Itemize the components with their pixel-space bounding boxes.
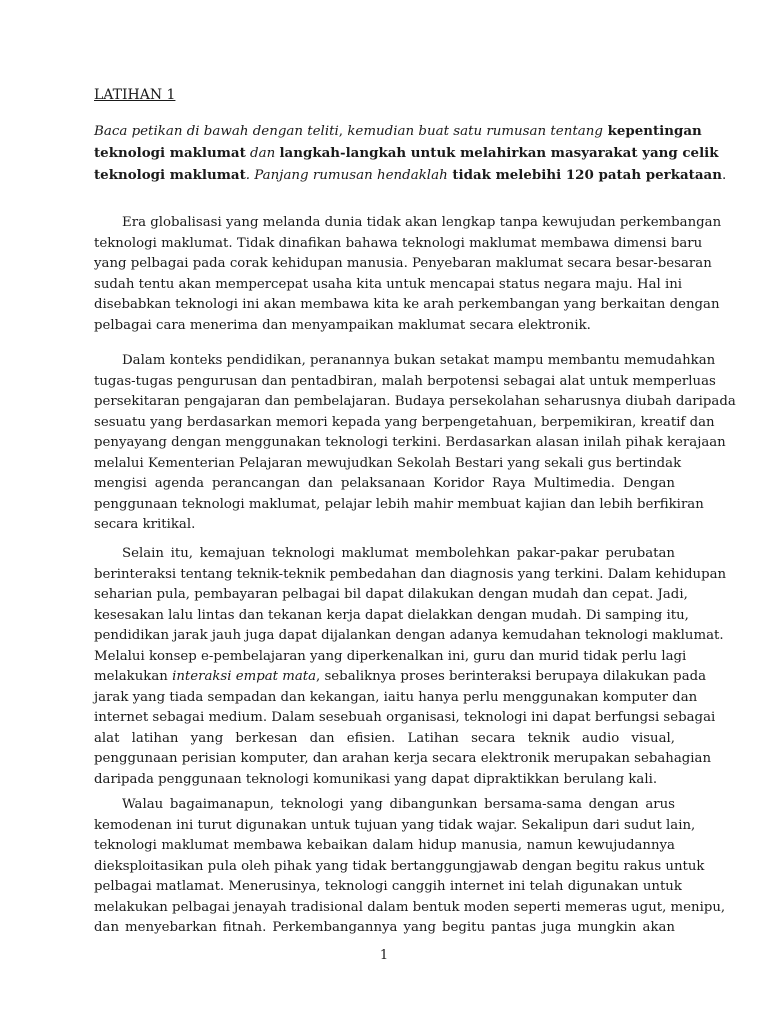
paragraph-line: melalui Kementerian Pelajaran mewujudkan Sekolah Bestari yang sekali gus bertindak [94, 455, 682, 471]
paragraph-line [94, 667, 707, 688]
paragraph-line: teknologi maklumat. Tidak dinafikan bahawa teknologi maklumat membawa dimensi baru [94, 235, 703, 251]
paragraph-line: melakukan pelbagai jenayah tradisional dalam bentuk moden seperti memeras ugut, menipu, [94, 899, 726, 915]
paragraph-line: alat latihan yang berkesan dan efisien. Latihan secara teknik audio visual, [94, 730, 675, 746]
paragraph-2 [94, 351, 736, 536]
paragraph-4 [94, 795, 726, 939]
paragraph-line: Dalam konteks pendidikan, peranannya bukan setakat mampu membantu memudahkan [122, 353, 716, 368]
paragraph-line: pendidikan jarak jauh juga dapat dijalankan dengan adanya kemudahan teknologi maklumat. [94, 628, 724, 643]
instruction-text: , [338, 124, 348, 139]
instruction-text: langkah-langkah untuk melahirkan masyarakat yang celik [279, 145, 719, 161]
paragraph-line: berinteraksi tentang teknik-teknik pembedahan dan diagnosis yang terkini. Dalam kehidupan [94, 566, 727, 582]
paragraph-line: sesuatu yang berdasarkan memori kepada yang berpengetahuan, berpemikiran, kreatif dan [94, 414, 715, 430]
instruction-text: teknologi maklumat [94, 145, 246, 161]
paragraph-line: jarak yang tiada sempadan dan kekangan, iaitu hanya perlu menggunakan komputer dan [94, 689, 698, 705]
paragraph-line: kesesakan lalu lintas dan tekanan kerja dapat dielakkan dengan mudah. Di samping itu, [94, 607, 689, 623]
paragraph-line: Melalui konsep e-pembelajaran yang diperkenalkan ini, guru dan murid tidak perlu lagi [94, 648, 687, 664]
paragraph-line: daripada penggunaan teknologi komunikasi yang dapat dipraktikkan berulang kali. [94, 771, 658, 787]
paragraph-line: internet sebagai medium. Dalam sesebuah organisasi, teknologi ini dapat berfungsi sebagai [94, 710, 716, 725]
instruction-text: Baca petikan di bawah dengan teliti [94, 124, 339, 139]
instruction-text: teknologi maklumat [94, 167, 246, 183]
line-text: , sebaliknya proses berinteraksi berupaya dilakukan pada [316, 669, 707, 684]
paragraph-1 [94, 213, 722, 336]
paragraph-line: sudah tentu akan mempercepat usaha kita untuk mencapai status negara maju. Hal ini [94, 276, 683, 292]
instruction-text: dan [245, 146, 280, 161]
paragraph-line: penggunaan teknologi maklumat, pelajar lebih mahir membuat kajian dan lebih berfikiran [94, 496, 704, 512]
paragraph-line: Selain itu, kemajuan teknologi maklumat membolehkan pakar-pakar perubatan [122, 546, 675, 561]
exercise-title: LATIHAN 1 [94, 87, 176, 103]
paragraph-3 [94, 544, 727, 790]
paragraph-line: penggunaan perisian komputer, dan arahan kerja secara elektronik merupakan sebahagian [94, 751, 712, 766]
instruction-line [94, 142, 719, 164]
paragraph-line: penyayang dengan menggunakan teknologi terkini. Berdasarkan alasan inilah pihak kerajaan [94, 435, 726, 450]
paragraph-line: tugas-tugas pengurusan dan pentadbiran, malah berpotensi sebagai alat untuk memperluas [94, 373, 716, 389]
paragraph-line: kemodenan ini turut digunakan untuk tujuan yang tidak wajar. Sekalipun dari sudut lain, [94, 817, 696, 833]
instruction-text: kepentingan [602, 123, 702, 139]
paragraph-line: persekitaran pengajaran dan pembelajaran. Budaya persekolahan seharusnya diubah daripada [94, 394, 736, 409]
instruction-text: . [721, 168, 727, 183]
paragraph-line: teknologi maklumat membawa kebaikan dalam hidup manusia, namun kewujudannya [94, 838, 675, 853]
page-number: 1 [379, 948, 389, 963]
paragraph-line: pelbagai matlamat. Menerusinya, teknologi canggih internet ini telah digunakan untuk [94, 879, 682, 894]
instruction-paragraph [94, 120, 727, 186]
paragraph-line: yang pelbagai pada corak kehidupan manusia. Penyebaran maklumat secara besar-besaran [94, 256, 712, 271]
instruction-line [94, 120, 702, 142]
paragraph-line: dieksploitasikan pula oleh pihak yang tidak bertanggungjawab dengan begitu rakus untuk [94, 858, 705, 874]
paragraph-line: dan menyebarkan fitnah. Perkembangannya yang begitu pantas juga mungkin akan [94, 920, 675, 935]
paragraph-line: seharian pula, pembayaran pelbagai bil dapat dilakukan dengan mudah dan cepat. Jadi, [94, 587, 688, 602]
instruction-text: tidak melebihi 120 patah perkataan [447, 167, 722, 183]
instruction-text: kemudian buat satu rumusan tentang [347, 124, 603, 139]
paragraph-line: mengisi agenda perancangan dan pelaksanaan Koridor Raya Multimedia. Dengan [94, 476, 675, 491]
instruction-line [94, 164, 727, 186]
italic-term: interaksi empat mata [172, 669, 317, 684]
paragraph-line: pelbagai cara menerima dan menyampaikan maklumat secara elektronik. [94, 317, 591, 333]
paragraph-line: Walau bagaimanapun, teknologi yang dibangunkan bersama-sama dengan arus [122, 797, 675, 812]
line-text: melakukan [94, 669, 173, 684]
paragraph-line: Era globalisasi yang melanda dunia tidak akan lengkap tanpa kewujudan perkembangan [122, 215, 722, 230]
paragraph-line: disebabkan teknologi ini akan membawa kita ke arah perkembangan yang berkaitan dengan [94, 297, 720, 312]
paragraph-line: secara kritikal. [94, 517, 196, 532]
instruction-text: . Panjang rumusan hendaklah [245, 168, 448, 183]
